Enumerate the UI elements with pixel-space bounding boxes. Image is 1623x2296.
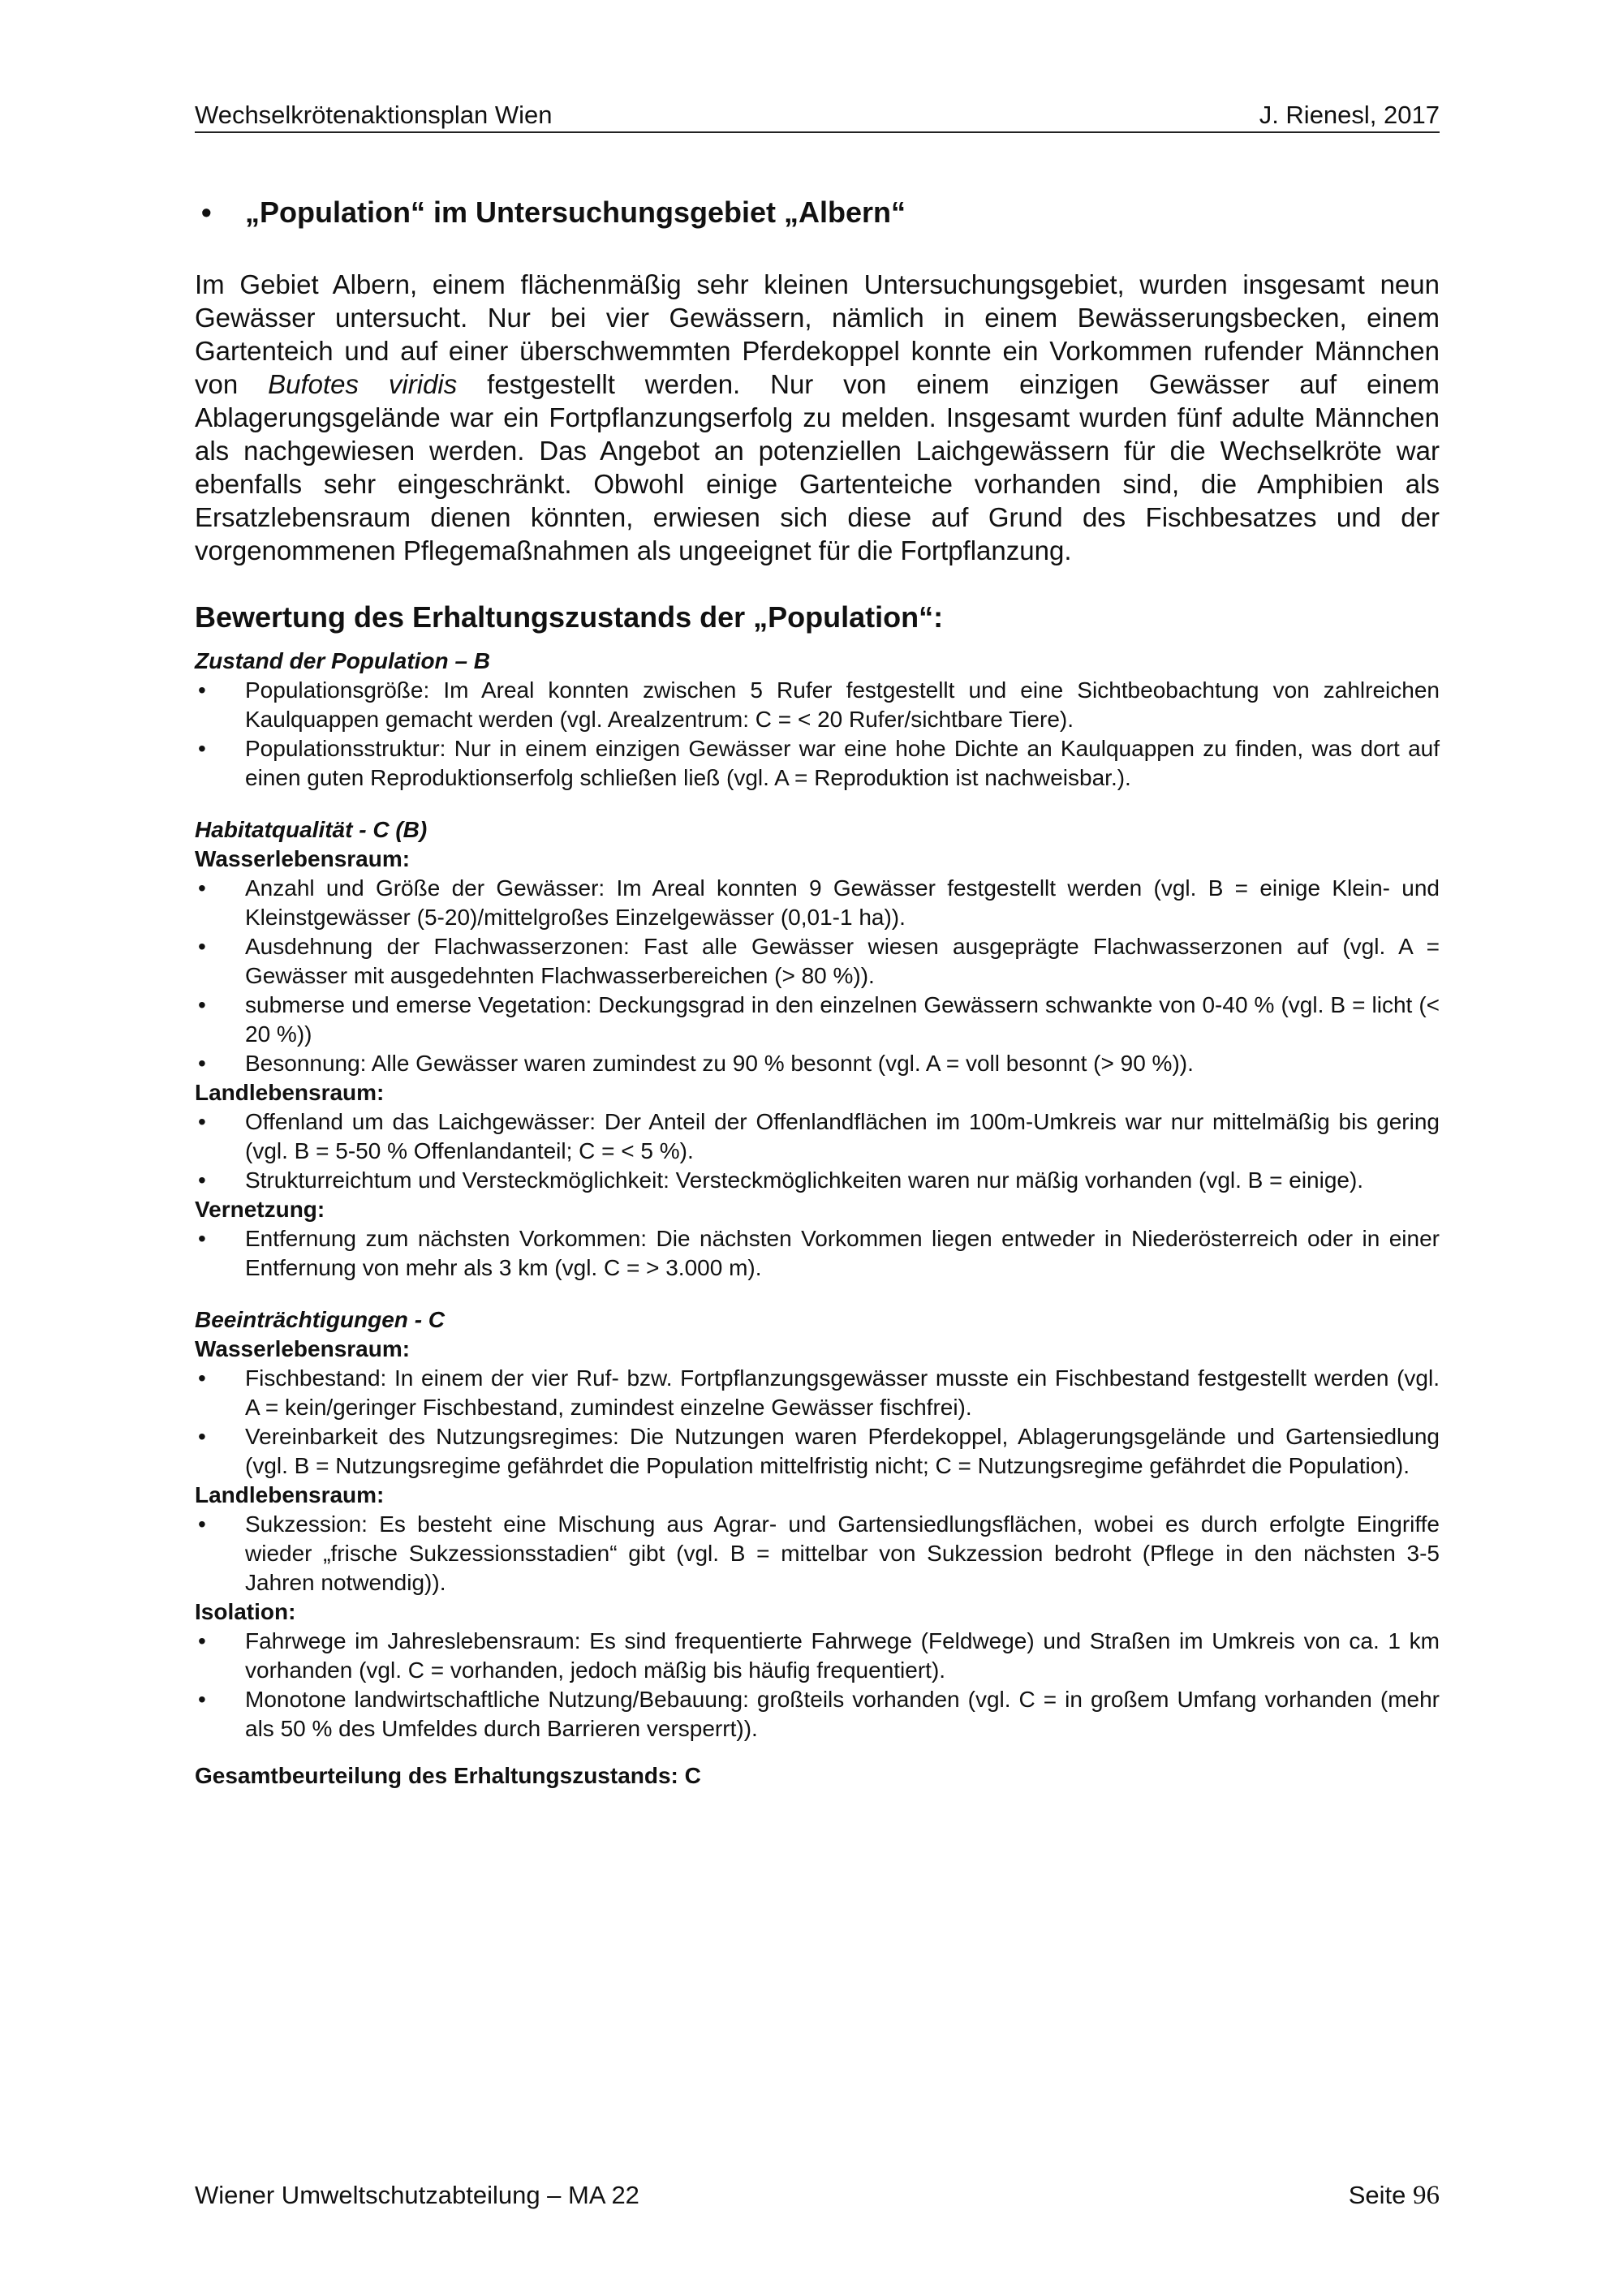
habitat-land-list [195, 1107, 1440, 1195]
list-item: • Monotone landwirtschaftliche Nutzung/Bebauung: großteils vorhanden (vgl. C = in großem Umfang vorhanden (mehr als 50 % des Umfeldes durch Barrieren versperrt)). [195, 1685, 1440, 1743]
list-item: • submerse und emerse Vegetation: Deckungsgrad in den einzelnen Gewässern schwankte von 0-40 % (vgl. B = licht (< 20 %)) [195, 991, 1440, 1049]
bullet-icon: • [198, 1628, 206, 1653]
bullet-icon: • [198, 677, 206, 703]
list-item: • Offenland um das Laichgewässer: Der Anteil der Offenlandflächen im 100m-Umkreis war nur mittelmäßig bis gering (vgl. B = 5-50 % Offenlandanteil; C = < 5 %). [195, 1107, 1440, 1166]
beeintr-wasser-label: Wasserlebensraum: [195, 1336, 411, 1361]
list-item: • Populationsstruktur: Nur in einem einzigen Gewässer war eine hohe Dichte an Kaulquappen zu finden, was dort auf einen guten Reproduktionserfolg schließen ließ (vgl. A = Reproduktion ist nachweisbar.). [195, 734, 1440, 793]
bullet-icon: • [198, 1109, 206, 1134]
list-item: • Fischbestand: In einem der vier Ruf- bzw. Fortpflanzungsgewässer musste ein Fischbestand festgestellt werden (vgl. A = kein/geringer Fischbestand, zumindest einzelne Gewässer fischfrei). [195, 1364, 1440, 1422]
bullet-icon: • [198, 934, 206, 959]
bullet-icon: • [198, 1365, 206, 1391]
section-title [195, 195, 1440, 230]
bullet-icon: • [198, 875, 206, 901]
author-year: J. Rienesl, 2017 [1259, 101, 1440, 129]
list-item: • Ausdehnung der Flachwasserzonen: Fast alle Gewässer wiesen ausgeprägte Flachwasserzonen auf (vgl. A = Gewässer mit ausgedehnten Flachwasserbereichen (> 80 %)). [195, 932, 1440, 991]
habitat-wasser-list [195, 874, 1440, 1078]
habitat-heading: Habitatqualität - C (B) [195, 817, 428, 842]
bullet-icon: • [198, 1167, 206, 1193]
bullet-icon: • [198, 1226, 206, 1251]
list-item: • Vereinbarkeit des Nutzungsregimes: Die Nutzungen waren Pferdekoppel, Ablagerungsgelände und Gartensiedlung (vgl. B = Nutzungsregime gefährdet die Population mittelfristig nicht; C = Nutzungsregime gefährdet die Population). [195, 1422, 1440, 1481]
list-item: • Strukturreichtum und Versteckmöglichkeit: Versteckmöglichkeiten waren nur mäßig vorhanden (vgl. B = einige). [195, 1166, 1440, 1195]
species-name: Bufotes viridis [268, 369, 458, 399]
habitat-wasser-label: Wasserlebensraum: [195, 846, 411, 871]
habitat-vernetzung-list [195, 1224, 1440, 1283]
bullet-icon: • [198, 1051, 206, 1076]
beeintraechtigungen-heading: Beeinträchtigungen - C [195, 1307, 446, 1332]
intro-text-2: festgestellt werden. Nur von einem einzigen Gewässer auf einem Ablagerungsgelände war ein Fortpflanzungserfolg zu melden. Insgesamt wurden fünf adulte Männchen als nachgewiesen werden. Das Angebot an potenziellen Laichgewässern für die Wechselkröte war ebenfalls sehr eingeschränkt. Obwohl einige Gartenteiche vorhanden sind, die Amphibien als Ersatzlebensraum dienen könnten, erwiesen sich diese auf Grund des Fischbesatzes und der vorgenommenen Pflegemaßnahmen als ungeeignet für die Fortpflanzung. [195, 369, 1440, 565]
beeintr-land-list [195, 1510, 1440, 1597]
beeintr-wasser-list [195, 1364, 1440, 1481]
document-title: Wechselkrötenaktionsplan Wien [195, 101, 553, 129]
intro-paragraph [195, 268, 1440, 567]
bullet-icon: • [198, 992, 206, 1017]
list-item: • Entfernung zum nächsten Vorkommen: Die nächsten Vorkommen liegen entweder in Niederösterreich oder in einer Entfernung von mehr als 3 km (vgl. C = > 3.000 m). [195, 1224, 1440, 1283]
bullet-icon: • [198, 1511, 206, 1537]
beeintr-land-label: Landlebensraum: [195, 1482, 385, 1507]
bullet-icon: • [198, 1687, 206, 1712]
bullet-icon: • [198, 1424, 206, 1449]
list-item: • Fahrwege im Jahreslebensraum: Es sind frequentierte Fahrwege (Feldwege) und Straßen im Umkreis von ca. 1 km vorhanden (vgl. C = vorhanden, jedoch mäßig bis häufig frequentiert). [195, 1627, 1440, 1685]
footer-organization: Wiener Umweltschutzabteilung – MA 22 [195, 2181, 639, 2209]
zustand-list [195, 676, 1440, 793]
bullet-icon: • [201, 196, 212, 229]
list-item: • Populationsgröße: Im Areal konnten zwischen 5 Rufer festgestellt und eine Sichtbeobachtung von zahlreichen Kaulquappen gemacht werden (vgl. Arealzentrum: C = < 20 Rufer/sichtbare Tiere). [195, 676, 1440, 734]
beeintr-isolation-list [195, 1627, 1440, 1743]
page-header [195, 96, 1440, 133]
list-item: • Besonnung: Alle Gewässer waren zumindest zu 90 % besonnt (vgl. A = voll besonnt (> 90 %)). [195, 1049, 1440, 1078]
section-title-text: „Population“ im Untersuchungsgebiet „Albern“ [245, 196, 906, 229]
assessment-heading: Bewertung des Erhaltungszustands der „Population“: [195, 600, 944, 634]
habitat-land-label: Landlebensraum: [195, 1080, 385, 1105]
bullet-icon: • [198, 736, 206, 761]
habitat-vernetzung-label: Vernetzung: [195, 1197, 325, 1222]
page-footer [195, 2179, 1440, 2212]
page-number: Seite 96 [1348, 2181, 1440, 2210]
intro-text-1: Im Gebiet Albern, einem flächenmäßig sehr kleinen Untersuchungsgebiet, wurden insgesamt neun Gewässer untersucht. Nur bei vier Gewässern, nämlich in einem Bewässerungsbecken, einem Gartenteich und auf einer überschwemmten Pferdekoppel konnte ein Vorkommen rufender Männchen von [195, 269, 1440, 399]
list-item: • Anzahl und Größe der Gewässer: Im Areal konnten 9 Gewässer festgestellt werden (vgl. B = einige Klein- und Kleinstgewässer (5-20)/mittelgroßes Einzelgewässer (0,01-1 ha)). [195, 874, 1440, 932]
overall-assessment: Gesamtbeurteilung des Erhaltungszustands: C [195, 1763, 701, 1788]
zustand-heading: Zustand der Population – B [195, 648, 491, 673]
list-item: • Sukzession: Es besteht eine Mischung aus Agrar- und Gartensiedlungsflächen, wobei es durch erfolgte Eingriffe wieder „frische Sukzessionsstadien“ gibt (vgl. B = mittelbar von Sukzession bedroht (Pflege in den nächsten 3-5 Jahren notwendig)). [195, 1510, 1440, 1597]
page-content [195, 195, 1440, 1791]
beeintr-isolation-label: Isolation: [195, 1599, 296, 1624]
